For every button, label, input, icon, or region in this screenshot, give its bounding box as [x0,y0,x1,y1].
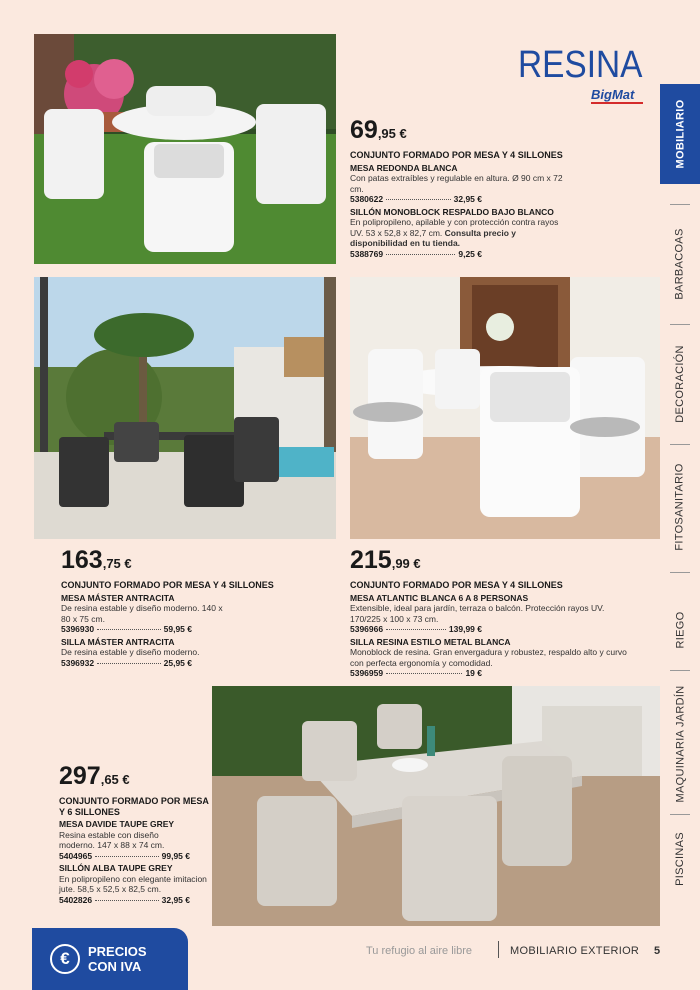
footer-section: MOBILIARIO EXTERIOR [510,945,640,957]
footer-tagline: Tu refugio al aire libre [366,945,472,957]
item-name: MESA MÁSTER ANTRACITA [61,592,175,603]
item-description: Con patas extraíbles y regulable en altura. Ø 90 cm x 72 cm. [350,173,563,194]
item-description-text: En polipropileno, apilable y con protección contra rayos UV. 53 x 52,8 x 82,7 cm. [350,217,559,238]
item-name: MESA ATLANTIC BLANCA 6 A 8 PERSONAS [350,592,529,603]
dot-leader [95,856,159,857]
tab-mobiliario[interactable] [660,84,700,184]
item-name: SILLÓN MONOBLOCK RESPALDO BAJO BLANCO [350,206,554,217]
tab-divider [670,670,690,671]
product-heading: CONJUNTO FORMADO POR MESA Y 6 SILLONES [59,796,209,817]
photo-taupe-grey-set [212,686,660,926]
tab-barbacoas[interactable] [660,214,700,314]
product-price [59,762,209,794]
item-description-bold: Consulta precio y disponibilidad en tu tienda. [350,227,516,248]
item-description: En polipropileno con elegante imitacion jute. 58,5 x 52,5 x 82,5 cm. [59,873,207,894]
price-decimals: ,75 € [102,556,132,571]
product-price [350,546,630,578]
tab-divider [670,814,690,815]
item-name: SILLA MÁSTER ANTRACITA [61,636,175,647]
item-price: 25,95 € [163,657,192,668]
photo-anthracite-set [34,277,336,539]
tab-label: MOBILIARIO [674,99,686,169]
euro-icon: € [50,944,80,974]
logo-underline [591,102,643,104]
item-ref: 5402826 [59,894,93,905]
item-ref-row [61,658,192,669]
tab-divider [670,324,690,325]
item-ref-row [59,895,190,906]
tab-label: MAQUINARIA JARDÍN [674,685,687,803]
badge-line-1: PRECIOS [88,944,147,959]
dot-leader [97,629,161,630]
item-ref-row [350,249,482,260]
prices-with-vat-badge [32,928,188,990]
item-description: Extensible, ideal para jardín, terraza o balcón. Protección rayos UV. 170/225 x 100 x 73 cm. [350,603,605,624]
dot-leader [95,900,159,901]
item-price: 32,95 € [453,194,482,204]
tab-maquinaria-jardin[interactable] [660,680,700,808]
tab-riego[interactable] [660,580,700,680]
item-ref: 5396930 [61,624,95,634]
dot-leader [386,673,462,674]
item-ref: 5396966 [350,624,384,634]
price-decimals: ,95 € [377,126,407,141]
dot-leader [97,663,161,664]
item-description: De resina estable y diseño moderno. [61,647,200,657]
item-ref: 5396959 [350,668,384,678]
tab-piscinas[interactable] [660,824,700,894]
item-price: 9,25 € [458,248,482,259]
product-block-2 [61,546,291,668]
product-price [61,546,291,578]
item-ref-row [350,194,482,205]
tab-label: DECORACIÓN [674,345,686,423]
footer-divider [498,941,499,958]
item-ref: 5404965 [59,850,93,861]
tab-decoracion[interactable] [660,334,700,434]
badge-text [88,944,147,974]
item-description: De resina estable y diseño moderno. 140 x 80 x 75 cm. [61,603,223,624]
photo-white-atlantic-set [350,277,660,539]
product-block-4 [59,762,209,905]
item-name: SILLÓN ALBA TAUPE GREY [59,863,173,873]
item-price: 19 € [465,668,482,678]
price-integer: 69 [350,116,378,144]
item-description: Monoblock de resina. Gran envergadura y robustez, respaldo alto y curvo con perfecta ergonomía y comodidad. [350,647,627,668]
product-heading: CONJUNTO FORMADO POR MESA Y 4 SILLONES [350,580,563,590]
badge-line-2: CON IVA [88,959,142,974]
item-price: 99,95 € [161,850,190,861]
item-price: 139,99 € [448,624,482,634]
dot-leader [386,629,446,630]
dot-leader [386,254,455,255]
price-integer: 215 [350,546,392,574]
item-name: MESA REDONDA BLANCA [350,162,458,173]
item-ref-row [350,668,482,679]
item-description [350,217,570,249]
item-ref-row [350,624,482,635]
dot-leader [386,199,451,200]
page-number: 5 [654,945,661,957]
logo-text: BigMat [591,87,635,102]
tab-divider [670,204,690,205]
tab-label: RIEGO [673,611,686,649]
page-title: RESINA [517,44,642,86]
product-heading: CONJUNTO FORMADO POR MESA Y 4 SILLONES [350,150,563,160]
item-ref-row [59,851,190,862]
tab-label: PISCINAS [674,832,686,886]
tab-divider [670,572,690,573]
price-integer: 297 [59,762,101,790]
photo-white-round-set [34,34,336,264]
price-decimals: ,99 € [391,556,421,571]
item-ref: 5396932 [61,657,95,668]
item-ref-row [61,624,192,635]
tab-label: FITOSANITARIO [674,463,687,551]
item-ref: 5388769 [350,248,384,259]
item-price: 32,95 € [161,894,190,905]
item-name: MESA DAVIDE TAUPE GREY [59,819,175,829]
price-integer: 163 [61,546,103,574]
product-block-3 [350,546,630,679]
item-description: Resina estable con diseño moderno. 147 x 88 x 74 cm. [59,829,165,850]
tab-fitosanitario[interactable] [660,452,700,562]
price-decimals: ,65 € [100,772,130,787]
product-heading: CONJUNTO FORMADO POR MESA Y 4 SILLONES [61,580,274,590]
category-sidebar [660,84,700,894]
item-name: SILLA RESINA ESTILO METAL BLANCA [350,636,511,647]
product-block-1 [350,116,570,259]
tab-label: BARBACOAS [674,228,687,300]
bigmat-logo [591,86,643,106]
item-ref: 5380622 [350,194,384,204]
item-price: 59,95 € [163,624,192,634]
tab-divider [670,444,690,445]
product-price [350,116,570,148]
